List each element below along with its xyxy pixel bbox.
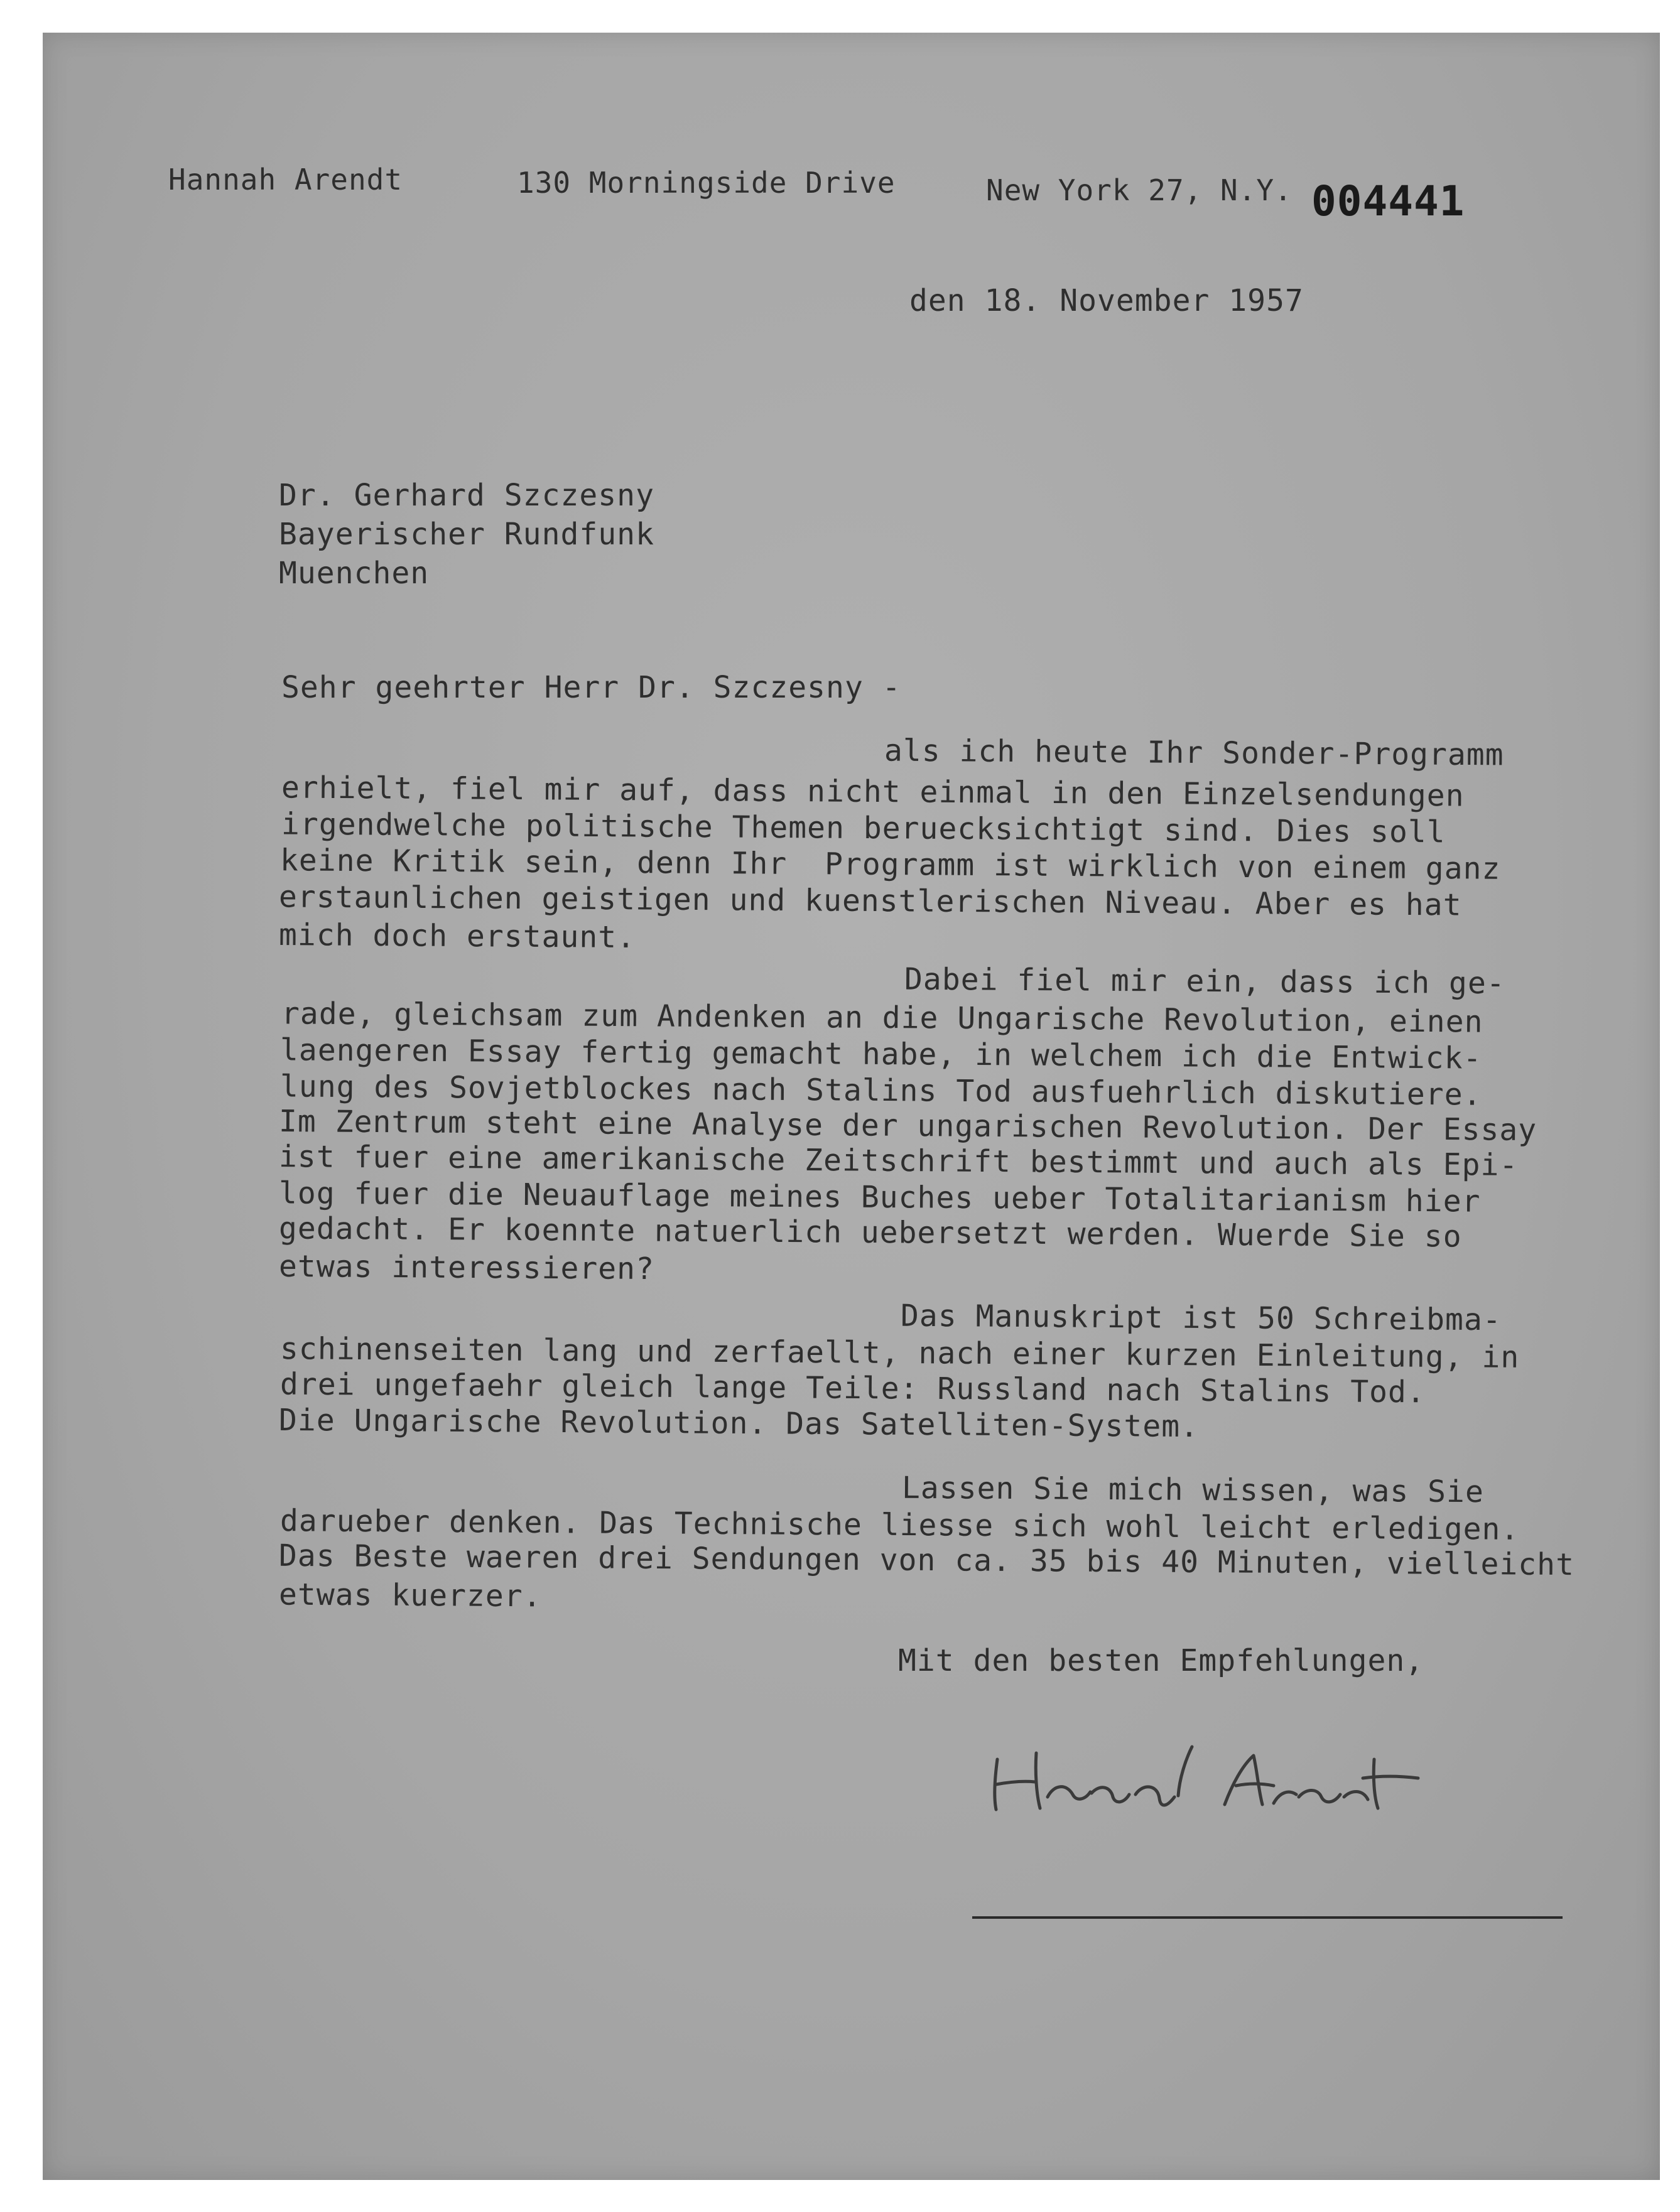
- archive-number-stamp: 004441: [1311, 177, 1465, 225]
- body-line: etwas kuerzer.: [278, 1577, 542, 1614]
- body-line: als ich heute Ihr Sonder-Programm: [884, 733, 1504, 773]
- body-line: gedacht. Er koennte natuerlich uebersetzt werden. Wuerde Sie so: [278, 1211, 1462, 1254]
- body-line: log fuer die Neuauflage meines Buches ueber Totalitarianism hier: [278, 1175, 1481, 1219]
- recipient-line: Muenchen: [279, 556, 430, 591]
- body-line: erhielt, fiel mir auf, dass nicht einmal in den Einzelsendungen: [281, 770, 1465, 814]
- closing: Mit den besten Empfehlungen,: [898, 1643, 1424, 1678]
- body-line: etwas interessieren?: [278, 1248, 655, 1287]
- body-line: erstaunlichen geistigen und kuenstlerischen Niveau. Aber es hat: [278, 879, 1462, 923]
- salutation: Sehr geehrter Herr Dr. Szczesny -: [281, 670, 901, 705]
- body-line: Lassen Sie mich wissen, was Sie: [901, 1470, 1485, 1510]
- body-line: darueber denken. Das Technische liesse sich wohl leicht erledigen.: [279, 1503, 1520, 1547]
- body-line: Das Beste waeren drei Sendungen von ca. 35 bis 40 Minuten, vielleicht: [278, 1538, 1575, 1583]
- recipient-line: Dr. Gerhard Szczesny: [279, 478, 654, 513]
- letter-page: [43, 33, 1660, 2180]
- body-line: lung des Sovjetblockes nach Stalins Tod ausfuehrlich diskutiere.: [279, 1069, 1482, 1113]
- body-line: ist fuer eine amerikanische Zeitschrift bestimmt und auch als Epi-: [278, 1139, 1519, 1183]
- body-line: drei ungefaehr gleich lange Teile: Russland nach Stalins Tod.: [279, 1366, 1426, 1410]
- body-line: Die Ungarische Revolution. Das Satelliten-System.: [278, 1402, 1200, 1445]
- body-line: Das Manuskript ist 50 Schreibma-: [900, 1298, 1502, 1338]
- body-line: Dabei fiel mir ein, dass ich ge-: [904, 961, 1505, 1001]
- signature-rule: [972, 1916, 1563, 1919]
- recipient-line: Bayerischer Rundfunk: [279, 517, 654, 552]
- body-line: laengeren Essay fertig gemacht habe, in welchem ich die Entwick-: [279, 1032, 1482, 1076]
- body-line: keine Kritik sein, denn Ihr Programm ist wirklich von einem ganz: [279, 843, 1501, 887]
- body-line: mich doch erstaunt.: [278, 917, 636, 955]
- body-line: schinenseiten lang und zerfaellt, nach einer kurzen Einleitung, in: [279, 1331, 1520, 1375]
- body-line: Im Zentrum steht eine Analyse der ungarischen Revolution. Der Essay: [278, 1104, 1537, 1148]
- sender-street: 130 Morningside Drive: [517, 166, 896, 200]
- body-line: rade, gleichsam zum Andenken an die Ungarische Revolution, einen: [281, 996, 1483, 1040]
- letter-date: den 18. November 1957: [909, 283, 1304, 318]
- sender-name: Hannah Arendt: [168, 163, 403, 197]
- handwritten-signature: [978, 1734, 1431, 1822]
- body-line: irgendwelche politische Themen beruecksichtigt sind. Dies soll: [281, 806, 1446, 850]
- sender-city: New York 27, N.Y.: [986, 173, 1293, 207]
